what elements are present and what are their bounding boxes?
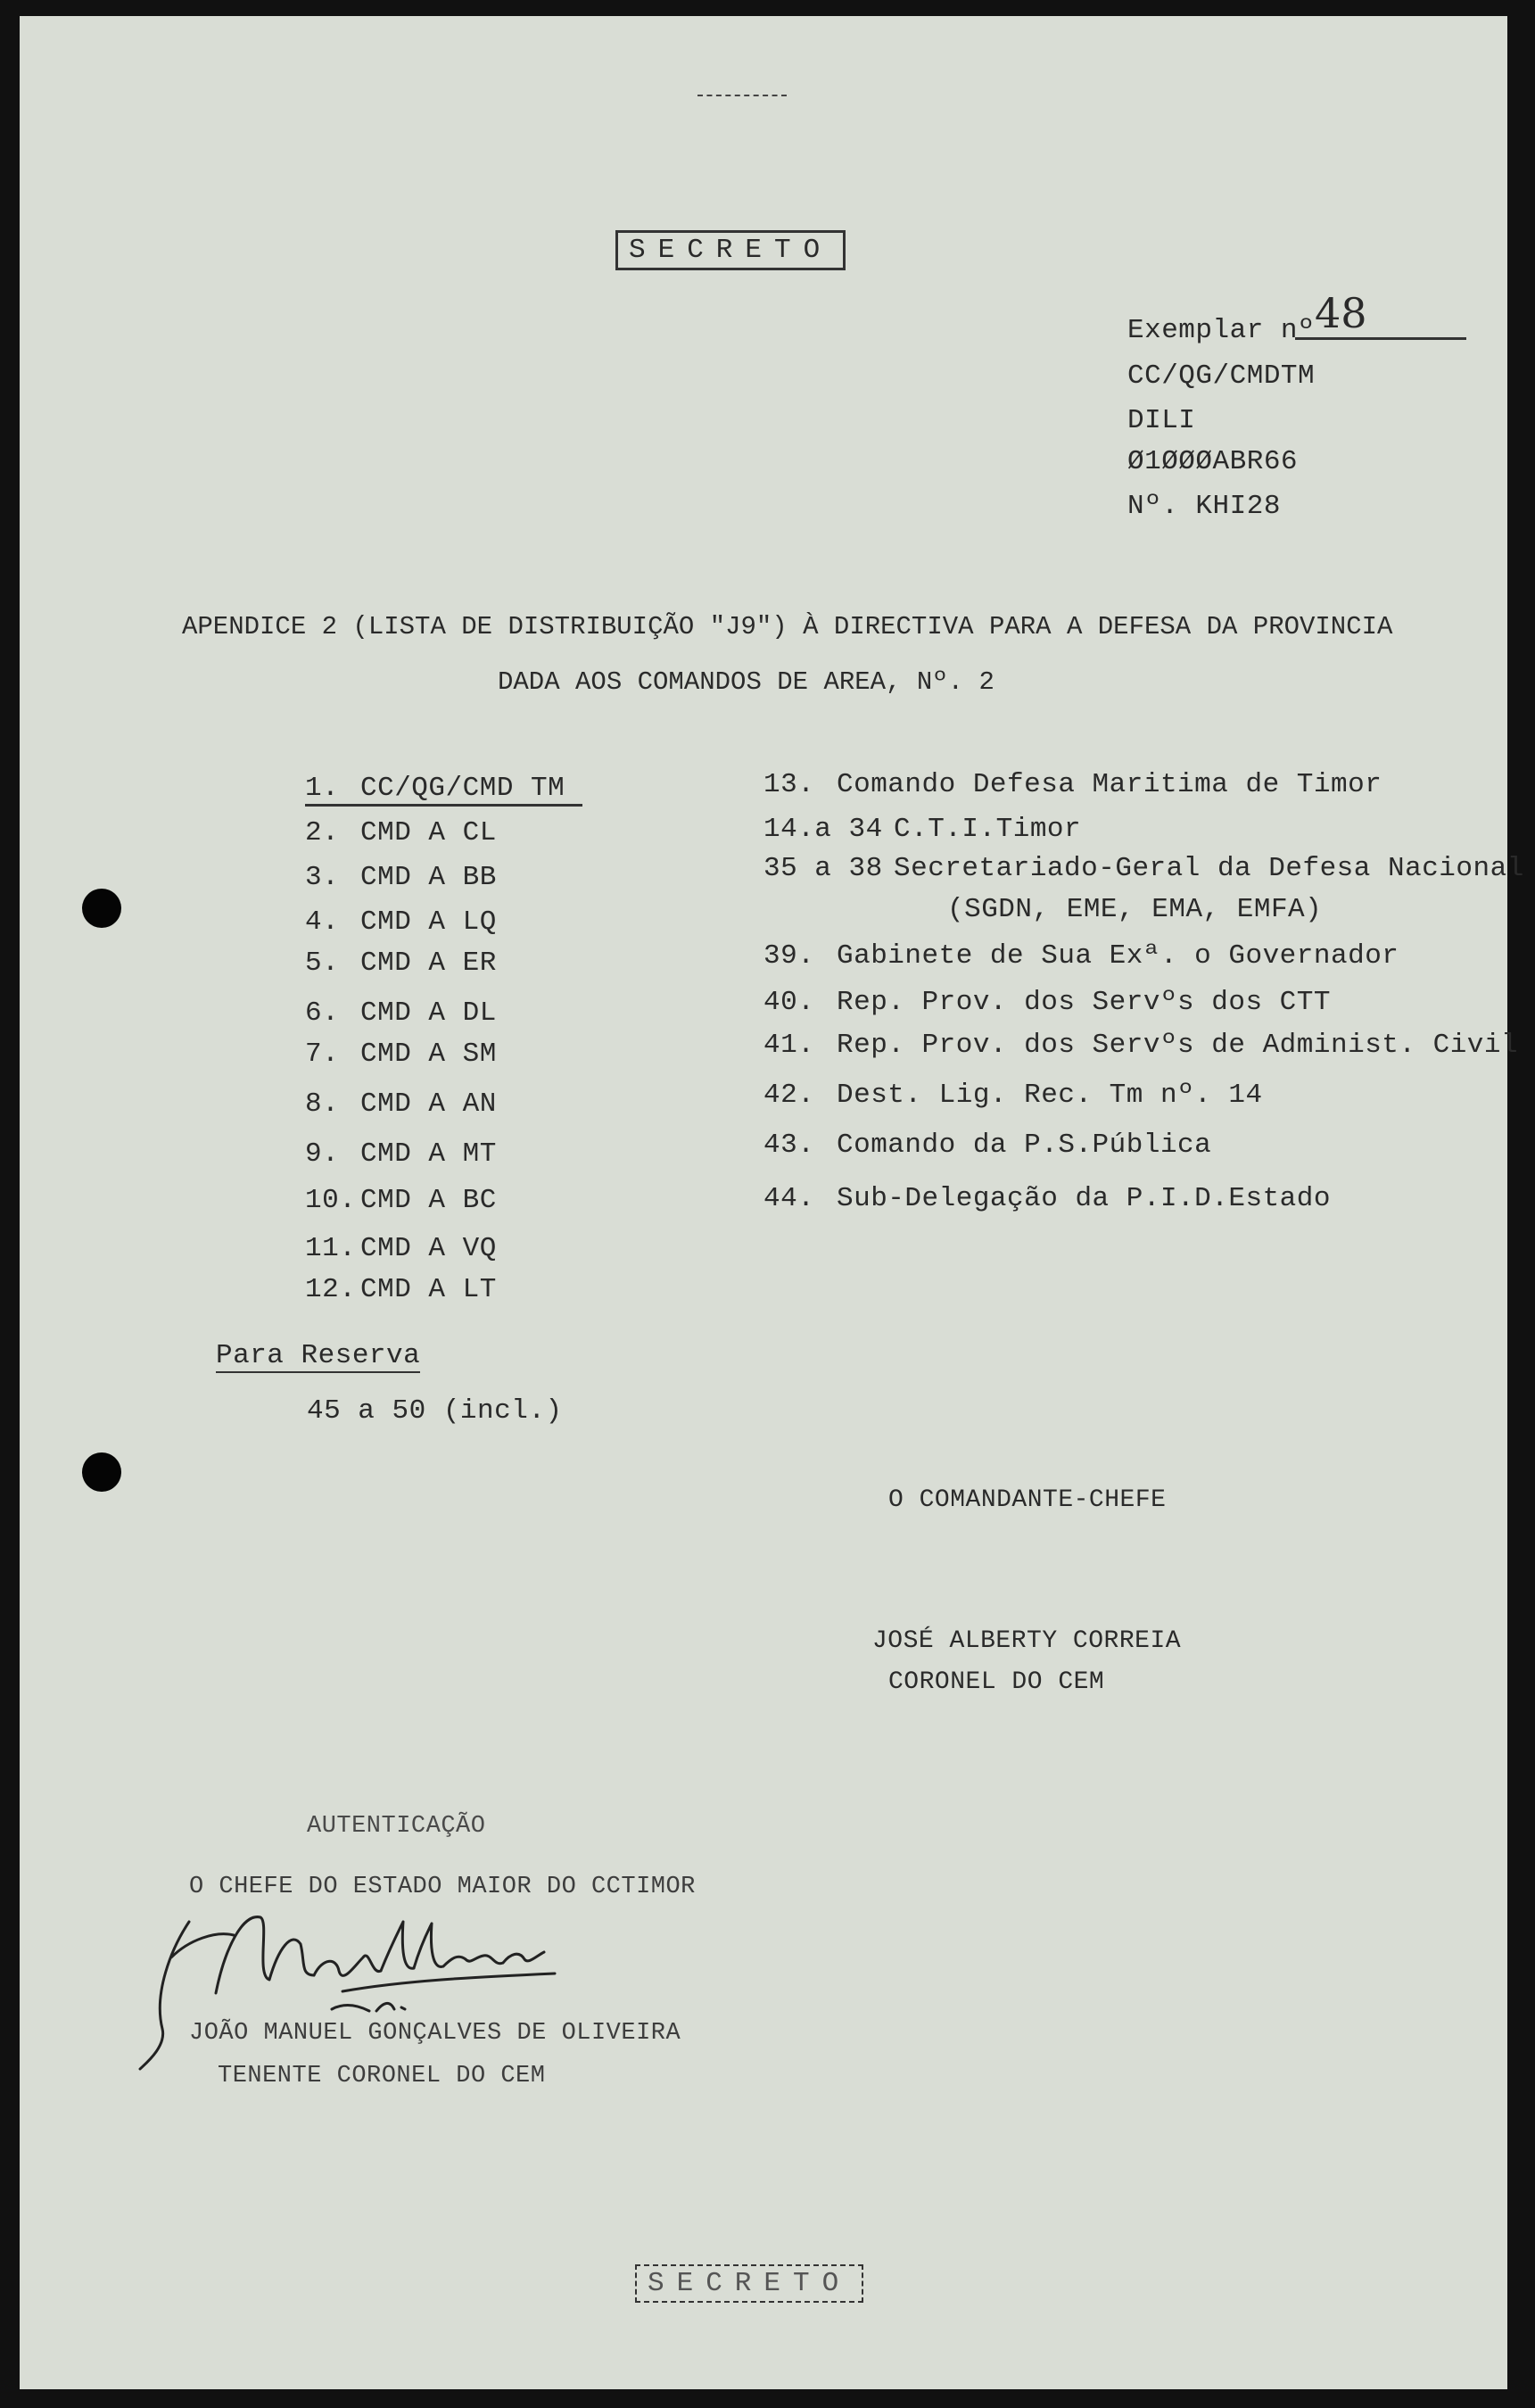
- list-item-number: 1.: [305, 773, 340, 804]
- list-item-text: Comando da P.S.Pública: [837, 1130, 1212, 1161]
- ref-line-3: Ø1ØØØABR66: [1127, 446, 1299, 477]
- list-item: [763, 1183, 1331, 1214]
- list-item-number: 40.: [763, 987, 815, 1018]
- list-item-text: CMD A LT: [360, 1274, 497, 1305]
- list-item-number: 4.: [305, 906, 340, 938]
- list-item: [763, 1080, 1263, 1111]
- list-item-text: Rep. Prov. dos Servºs dos CTT: [837, 987, 1331, 1018]
- exemplar-number: 48: [1295, 289, 1466, 340]
- list-item: [305, 1138, 497, 1170]
- top-speck-line: [697, 95, 787, 96]
- list-item-number: 7.: [305, 1039, 340, 1070]
- list-item-text: Comando Defesa Maritima de Timor: [837, 769, 1382, 800]
- list-item: [305, 1039, 497, 1070]
- list-item-number: 11.: [305, 1233, 357, 1264]
- list-item: [305, 1185, 497, 1216]
- list-item-text: C.T.I.Timor: [894, 814, 1082, 845]
- ref-line-4: Nº. KHI28: [1127, 491, 1281, 522]
- classification-stamp-bottom: SECRETO: [635, 2264, 863, 2303]
- commander-title: O COMANDANTE-CHEFE: [888, 1486, 1167, 1514]
- classification-stamp-top: SECRETO: [615, 230, 846, 270]
- list-item-text: CMD A BB: [360, 862, 497, 893]
- list-item-number: 10.: [305, 1185, 357, 1216]
- list-item: [305, 1088, 497, 1120]
- list-item-number: 43.: [763, 1130, 815, 1161]
- list-item-text: CMD A MT: [360, 1138, 497, 1170]
- list-item-number: 13.: [763, 769, 815, 800]
- authentication-heading: AUTENTICAÇÃO: [307, 1813, 486, 1840]
- punch-hole-bottom: [82, 1452, 121, 1492]
- list-item: [305, 862, 497, 893]
- list-item: [305, 1233, 497, 1264]
- document-title-line-1: APENDICE 2 (LISTA DE DISTRIBUIÇÃO "J9") À DIRECTIVA PARA A DEFESA DA PROVINCIA: [182, 612, 1393, 641]
- list-item-number: 42.: [763, 1080, 815, 1111]
- list-item: [763, 987, 1331, 1018]
- list-item-text: CMD A ER: [360, 947, 497, 979]
- list-item: [305, 773, 582, 804]
- list-item: [305, 906, 497, 938]
- list-item: [763, 1130, 1211, 1161]
- list-item-text: Sub-Delegação da P.I.D.Estado: [837, 1183, 1331, 1214]
- list-item-number: 6.: [305, 997, 340, 1029]
- list-item-number: 12.: [305, 1274, 357, 1305]
- authentication-rank: TENENTE CORONEL DO CEM: [218, 2063, 546, 2089]
- list-item-text: CMD A LQ: [360, 906, 497, 938]
- list-item-text: CMD A VQ: [360, 1233, 497, 1264]
- ref-line-2: DILI: [1127, 405, 1196, 436]
- ref-line-1: CC/QG/CMDTM: [1127, 360, 1316, 392]
- list-item-text: Secretariado-Geral da Defesa Nacional: [894, 853, 1524, 884]
- list-item-number: 9.: [305, 1138, 340, 1170]
- list-item-continuation: (SGDN, EME, EMA, EMFA): [947, 894, 1323, 925]
- punch-hole-top: [82, 889, 121, 928]
- list-item-text: CMD A SM: [360, 1039, 497, 1070]
- list-item: [305, 997, 497, 1029]
- list-item: [763, 853, 1524, 884]
- list-item: [763, 940, 1399, 972]
- list-item-text: CMD A BC: [360, 1185, 497, 1216]
- list-item: [305, 1274, 497, 1305]
- document-page: [20, 16, 1524, 2389]
- list-item-number: 8.: [305, 1088, 340, 1120]
- list-item-text: Dest. Lig. Rec. Tm nº. 14: [837, 1080, 1263, 1111]
- list-item: [305, 947, 497, 979]
- commander-name: JOSÉ ALBERTY CORREIA: [872, 1627, 1182, 1655]
- reserve-range: 45 a 50 (incl.): [307, 1395, 563, 1427]
- list-item-number: 5.: [305, 947, 340, 979]
- list-item-text: CMD A CL: [360, 817, 497, 848]
- list-item-number: 3.: [305, 862, 340, 893]
- list-item-number: 41.: [763, 1030, 815, 1061]
- list-item-number: 2.: [305, 817, 340, 848]
- list-item-text: CMD A AN: [360, 1088, 497, 1120]
- list-item-number: 14.a 34: [763, 814, 883, 845]
- commander-rank: CORONEL DO CEM: [888, 1668, 1105, 1696]
- list-item-number: 44.: [763, 1183, 815, 1214]
- list-item: [763, 769, 1382, 800]
- authentication-name: JOÃO MANUEL GONÇALVES DE OLIVEIRA: [189, 2020, 681, 2047]
- list-item: [763, 814, 1081, 845]
- list-item-text: CC/QG/CMD TM: [360, 773, 565, 804]
- list-item: [763, 1030, 1518, 1061]
- list-item-number: 35 a 38: [763, 853, 883, 884]
- list-item-text: Rep. Prov. dos Servºs de Administ. Civil: [837, 1030, 1519, 1061]
- list-item-number: 39.: [763, 940, 815, 972]
- list-item: [305, 817, 497, 848]
- list-item-text: CMD A DL: [360, 997, 497, 1029]
- list-item-text: Gabinete de Sua Exª. o Governador: [837, 940, 1399, 972]
- authentication-role: O CHEFE DO ESTADO MAIOR DO CCTIMOR: [189, 1874, 696, 1900]
- document-title-line-2: DADA AOS COMANDOS DE AREA, Nº. 2: [498, 667, 994, 697]
- reserve-label: Para Reserva: [216, 1340, 421, 1371]
- handwritten-signature: [136, 1895, 635, 2073]
- exemplar-label: Exemplar nº: [1127, 315, 1316, 346]
